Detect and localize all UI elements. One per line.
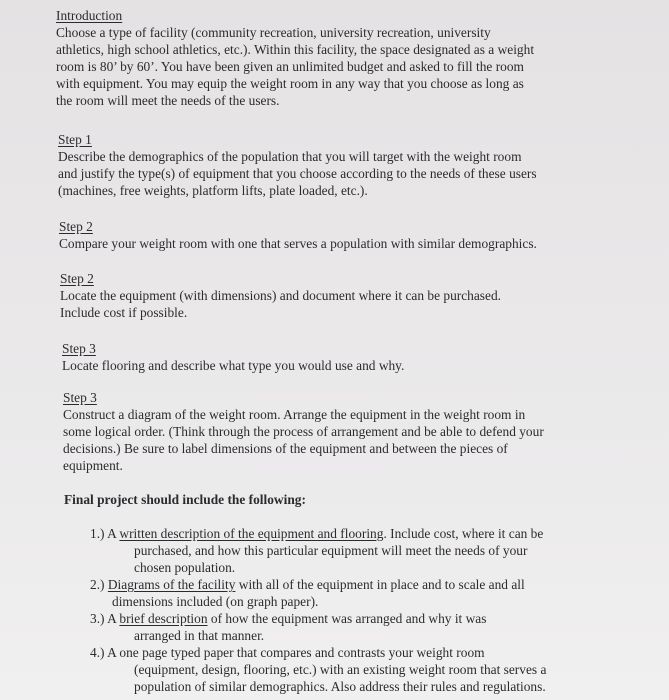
list-item-continuation: arranged in that manner. [134, 628, 265, 643]
list-item-text: with all of the equipment in place and to scale and all [235, 577, 525, 592]
step3-flooring-line: Locate flooring and describe what type you would use and why. [62, 358, 405, 373]
step2-locate-line: Locate the equipment (with dimensions) and document where it can be purchased. [60, 288, 502, 303]
list-item-text: . Include cost, where it can be [383, 526, 544, 541]
intro-line: room is 80’ by 60’. You have been given an unlimited budget and asked to fill the room [56, 59, 524, 74]
list-item [90, 610, 546, 644]
step3-diagram-section [63, 389, 544, 474]
intro-section [56, 7, 534, 109]
list-item-underlined-text: Diagrams of the facility [107, 577, 236, 592]
list-item-continuation: population of similar demographics. Also address their rules and regulations. [134, 679, 546, 694]
step1-heading: Step 1 [58, 132, 92, 147]
list-item-continuation: chosen population. [134, 560, 236, 575]
intro-line: athletics, high school athletics, etc.). Within this facility, the space designated as a weight [56, 42, 535, 57]
step2-locate-heading: Step 2 [60, 271, 94, 286]
step3-diagram-line: Construct a diagram of the weight room. Arrange the equipment in the weight room in [63, 407, 526, 422]
list-item-text: of how the equipment was arranged and why it was [207, 611, 487, 626]
step1-line: and justify the type(s) of equipment that you choose according to the needs of these users [58, 166, 537, 181]
list-item-text: A [107, 526, 120, 541]
list-item-number: 4.) [90, 645, 105, 660]
list-item-text: A [107, 611, 120, 626]
list-item-continuation: purchased, and how this particular equipment will meet the needs of your [134, 543, 528, 558]
intro-line: the room will meet the needs of the users. [56, 93, 280, 108]
list-item-underlined-text: written description of the equipment and flooring [119, 526, 384, 541]
step2-locate-line: Include cost if possible. [60, 305, 188, 320]
step3-flooring-heading: Step 3 [62, 341, 96, 356]
intro-heading: Introduction [56, 8, 123, 23]
step2-locate-section [60, 270, 501, 321]
final-heading: Final project should include the following: [64, 492, 306, 507]
step1-line: (machines, free weights, platform lifts, plate loaded, etc.). [58, 183, 368, 198]
step1-section [58, 131, 537, 199]
list-item [90, 644, 546, 695]
step3-diagram-heading: Step 3 [63, 390, 97, 405]
step3-diagram-line: decisions.) Be sure to label dimensions of the equipment and between the pieces of [63, 441, 508, 456]
list-item-continuation: (equipment, design, flooring, etc.) with an existing weight room that serves a [134, 662, 547, 677]
step3-diagram-line: some logical order. (Think through the process of arrangement and be able to defend your [63, 424, 544, 439]
step2-compare-section [59, 218, 537, 252]
list-item-underlined-text: brief description [119, 611, 208, 626]
list-item-continuation: dimensions included (on graph paper). [112, 594, 319, 609]
intro-line: Choose a type of facility (community recreation, university recreation, university [56, 25, 491, 40]
intro-line: with equipment. You may equip the weight room in any way that you choose as long as [56, 76, 524, 91]
list-item-number: 1.) [90, 526, 105, 541]
list-item-number: 3.) [90, 611, 105, 626]
list-item [90, 576, 546, 610]
step1-line: Describe the demographics of the population that you will target with the weight room [58, 149, 522, 164]
final-requirements-list [90, 525, 546, 695]
step2-compare-line: Compare your weight room with one that serves a population with similar demographics. [59, 236, 537, 251]
list-item-number: 2.) [90, 577, 105, 592]
step2-compare-heading: Step 2 [59, 219, 93, 234]
list-item-text: A one page typed paper that compares and contrasts your weight room [107, 645, 485, 660]
list-item [90, 525, 546, 576]
step3-flooring-section [62, 340, 404, 374]
step3-diagram-line: equipment. [63, 458, 123, 473]
